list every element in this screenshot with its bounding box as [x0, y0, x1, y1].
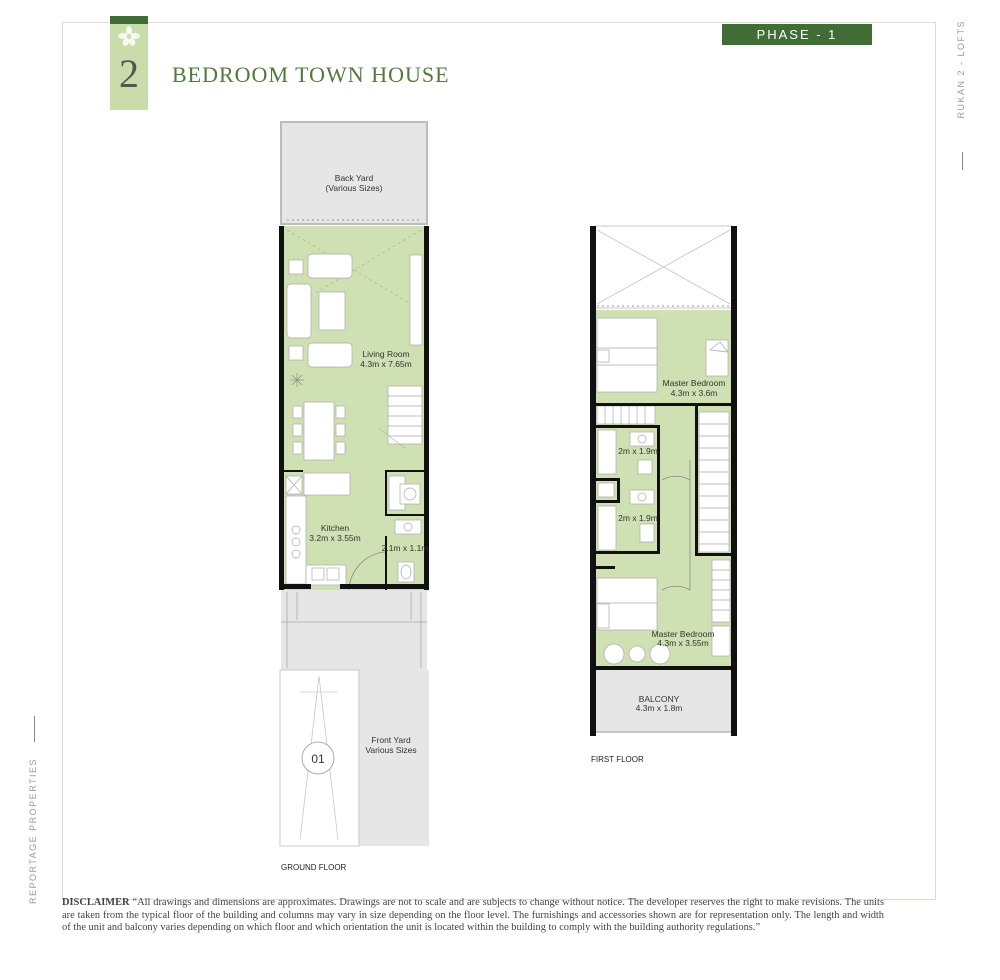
phase-badge: PHASE - 1: [722, 24, 872, 45]
living-room-label: Living Room: [362, 349, 410, 359]
front-yard-upper: [281, 590, 427, 670]
ground-floor-plan: [279, 122, 429, 872]
first-stairs: [699, 412, 729, 552]
bath-2-size: 2m x 1.9m: [618, 513, 658, 523]
disclaimer-label: DISCLAIMER: [62, 897, 130, 908]
master-bedroom-2-label: Master Bedroom: [651, 629, 715, 639]
wardrobe-2: [712, 560, 730, 622]
back-yard-label: Back Yard: [334, 173, 374, 183]
parking-number: 01: [311, 752, 325, 766]
kitchen-size: 3.2m x 3.55m: [309, 533, 361, 543]
balcony-label: BALCONY: [638, 694, 680, 704]
living-room-size: 4.3m x 7.65m: [360, 359, 412, 369]
front-yard-size: Various Sizes: [365, 745, 417, 755]
master-bedroom-1-size: 4.3m x 3.6m: [670, 388, 718, 398]
front-yard-lower: [359, 670, 429, 846]
master-bedroom-2-size: 4.3m x 3.55m: [657, 638, 709, 648]
page-title: BEDROOM TOWN HOUSE: [172, 62, 450, 87]
front-yard-label: Front Yard: [371, 735, 411, 745]
back-yard-size: (Various Sizes): [325, 183, 383, 193]
bath-1-size: 2m x 1.9m: [618, 446, 658, 456]
disclaimer-text: “All drawings and dimensions are approximates. Drawings are not to scale and are subjects to change without notice. The developer reserves the right to make revisions. The units are taken from the typical floor of the building and columns may vary in size depending on the floor level. The furnishings and accessories shown are for representation only. The length and width of the unit and balcony varies depending on which floor and which orientation the unit is located within the building to comply with the building authority regulations.”: [62, 897, 884, 934]
developer-name: REPORTAGE PROPERTIES: [28, 757, 38, 904]
wardrobe-1: [597, 406, 655, 424]
project-name: RUKAN 2 - LOFTS: [956, 20, 966, 119]
bedroom-count: 2: [119, 51, 139, 96]
disclaimer: [62, 897, 884, 935]
ground-stairs: [388, 386, 422, 444]
first-floor-label: FIRST FLOOR: [591, 755, 644, 764]
first-floor-plan: [590, 226, 737, 764]
ground-floor-label: GROUND FLOOR: [281, 863, 347, 872]
plant-icon: [290, 373, 304, 387]
ground-bath-size: 2.1m x 1.1m: [381, 543, 429, 553]
master-bedroom-1-label: Master Bedroom: [662, 378, 726, 388]
balcony-size: 4.3m x 1.8m: [635, 703, 683, 713]
kitchen-label: Kitchen: [320, 523, 350, 533]
